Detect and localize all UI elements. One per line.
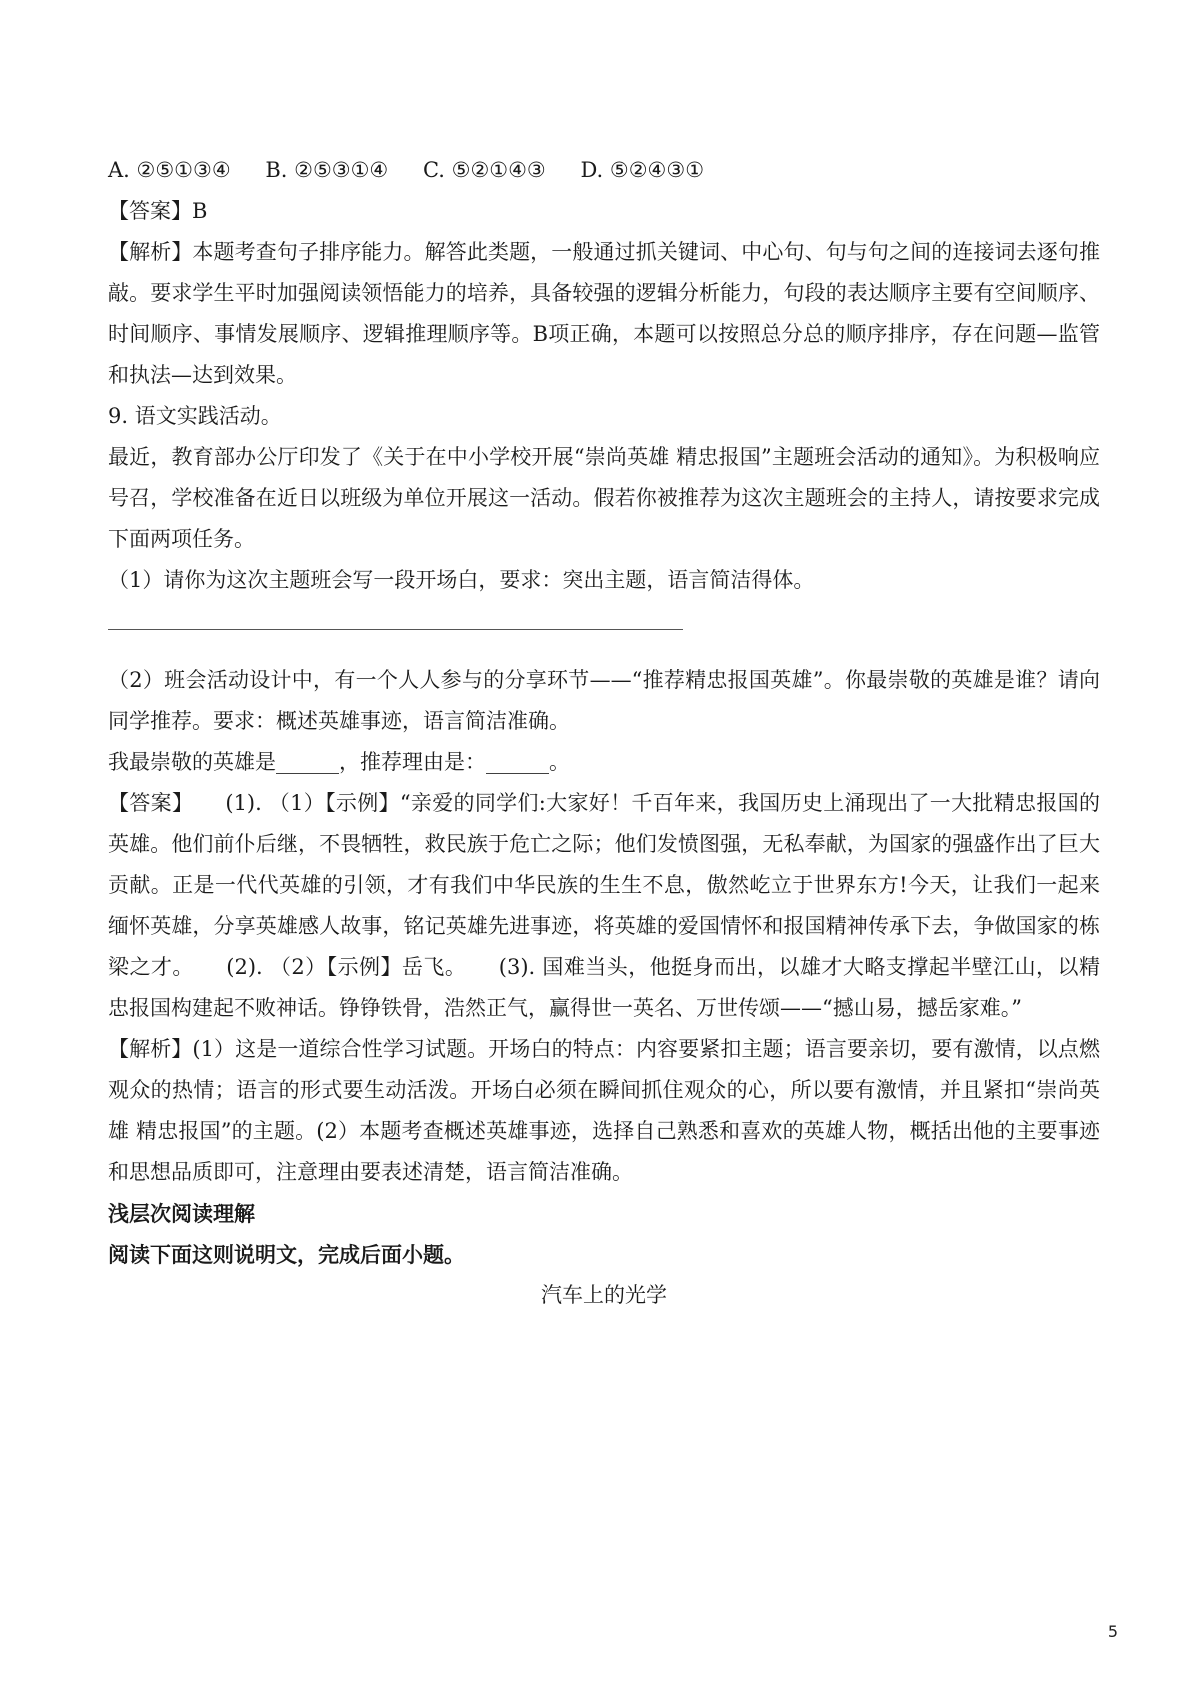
q9-intro: 最近，教育部办公厅印发了《关于在中小学校开展“崇尚英雄 精忠报国”主题班会活动的通知》。为积极响应号召，学校准备在近日以班级为单位开展这一活动。假若你被推荐为这次主题班会的主持人，请按要求完成下面两项任务。 <box>108 445 1100 551</box>
q8-answer: 【答案】B <box>108 199 208 223</box>
q8-options <box>108 150 1100 191</box>
article-title: 汽车上的光学 <box>541 1283 667 1307</box>
option-c: C. ⑤②①④③ <box>422 158 546 182</box>
section-instruction: 阅读下面这则说明文，完成后面小题。 <box>108 1242 465 1267</box>
q8-analysis: 【解析】本题考查句子排序能力。解答此类题，一般通过抓关键词、中心句、句与句之间的连接词去逐句推敲。要求学生平时加强阅读领悟能力的培养，具备较强的逻辑分析能力，句段的表达顺序主要有空间顺序、时间顺序、事情发展顺序、逻辑推理顺序等。B项正确，本题可以按照总分总的顺序排序，存在问题—监管和执法—达到效果。 <box>108 240 1100 387</box>
q9-task1: （1）请你为这次主题班会写一段开场白，要求：突出主题，语言简洁得体。 <box>108 568 815 592</box>
option-a: A. ②⑤①③④ <box>108 158 231 182</box>
q9-title: 9. 语文实践活动。 <box>108 404 282 428</box>
q9-task2: （2）班会活动设计中，有一个人人参与的分享环节——“推荐精忠报国英雄”。你最崇敬的英雄是谁？请向同学推荐。要求：概述英雄事迹，语言简洁准确。 <box>108 668 1100 733</box>
q9-answer: 【答案】 (1). （1）【示例】“亲爱的同学们:大家好！千百年来，我国历史上涌现出了一大批精忠报国的英雄。他们前仆后继，不畏牺牲，救民族于危亡之际；他们发愤图强，无私奉献，为国家的强盛作出了巨大贡献。正是一代代英雄的引领，才有我们中华民族的生生不息，傲然屹立于世界东方!今天，让我们一起来缅怀英雄，分享英雄感人故事，铭记英雄先进事迹，将英雄的爱国情怀和报国精神传承下去，争做国家的栋梁之才。 (2). （2）【示例】岳飞。 (3). 国难当头，他挺身而出，以雄才大略支撑起半壁江山，以精忠报国构建起不败神话。铮铮铁骨，浩然正气，赢得世一英名、万世传颂——“撼山易，撼岳家难。” <box>108 791 1100 1020</box>
document-body <box>108 150 1100 1316</box>
option-b: B. ②⑤③①④ <box>265 158 389 182</box>
option-d: D. ⑤②④③① <box>580 158 705 182</box>
page-number: 5 <box>1107 1622 1118 1641</box>
q9-analysis: 【解析】(1）这是一道综合性学习试题。开场白的特点：内容要紧扣主题；语言要亲切，要有激情，以点燃观众的热情；语言的形式要生动活泼。开场白必须在瞬间抓住观众的心，所以要有激情，并且紧扣“崇尚英雄 精忠报国”的主题。(2）本题考查概述英雄事迹，选择自己熟悉和喜欢的英雄人物，概括出他的主要事迹和思想品质即可，注意理由要表述清楚，语言简洁准确。 <box>108 1037 1100 1184</box>
answer-line <box>108 629 683 630</box>
section-heading: 浅层次阅读理解 <box>108 1201 255 1226</box>
q9-fill-blank: 我最崇敬的英雄是______，推荐理由是：______。 <box>108 750 570 774</box>
